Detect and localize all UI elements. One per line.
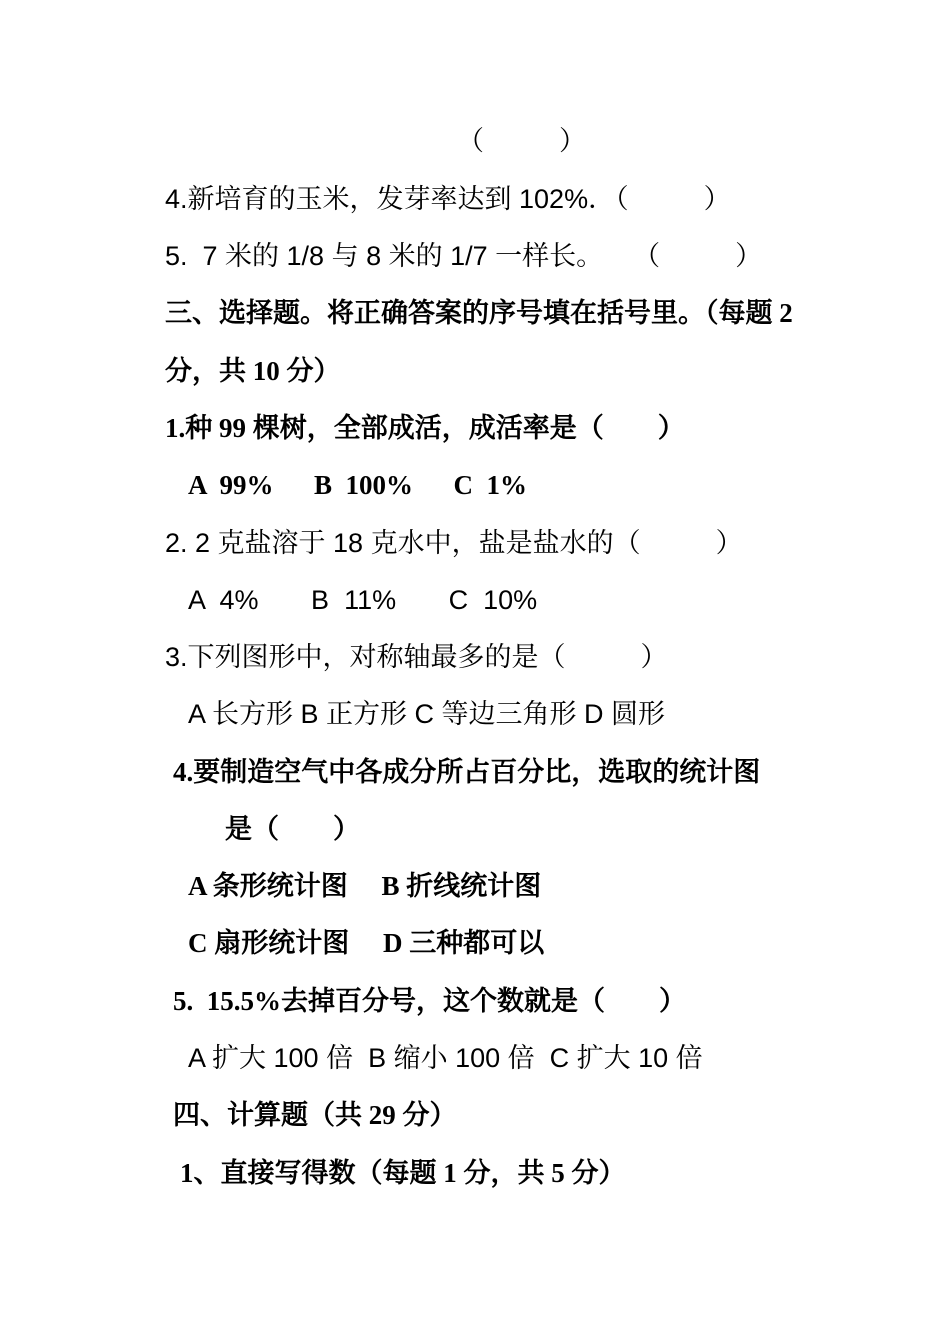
choice-q1: 1.种 99 棵树，全部成活，成活率是（ ）	[165, 413, 685, 443]
judgment-q3-blank: （ ）	[457, 126, 587, 156]
section-calc-title: 四、计算题（共 29 分）	[173, 1100, 457, 1130]
section-choice-title: 三、选择题。将正确答案的序号填在括号里。（每题 2	[165, 298, 793, 328]
choice-q4-cont: 是（ ）	[225, 814, 360, 844]
choice-q5: 5. 15.5%去掉百分号，这个数就是（ ）	[173, 986, 686, 1016]
choice-q4: 4.要制造空气中各成分所占百分比，选取的统计图	[173, 757, 761, 787]
choice-q2: 2. 2 克盐溶于 18 克水中，盐是盐水的（ ）	[165, 528, 743, 558]
choice-q4-options-row1: A 条形统计图 B 折线统计图	[188, 871, 542, 901]
choice-q4-options-row2: C 扇形统计图 D 三种都可以	[188, 928, 545, 958]
section-choice-title-cont: 分，共 10 分）	[165, 356, 341, 386]
judgment-q5: 5. 7 米的 1/8 与 8 米的 1/7 一样长。 （ ）	[165, 241, 763, 271]
judgment-q4: 4.新培育的玉米，发芽率达到 102%．（ ）	[165, 184, 731, 214]
choice-q1-options: A 99% B 100% C 1%	[188, 470, 528, 500]
choice-q3: 3.下列图形中，对称轴最多的是（ ）	[165, 642, 668, 672]
calc-sub1: 1、直接写得数（每题 1 分，共 5 分）	[180, 1158, 626, 1188]
choice-q2-options: A 4% B 11% C 10%	[188, 585, 538, 615]
choice-q5-options: A 扩大 100 倍 B 缩小 100 倍 C 扩大 10 倍	[188, 1043, 703, 1073]
choice-q3-options: A 长方形 B 正方形 C 等边三角形 D 圆形	[188, 699, 666, 729]
